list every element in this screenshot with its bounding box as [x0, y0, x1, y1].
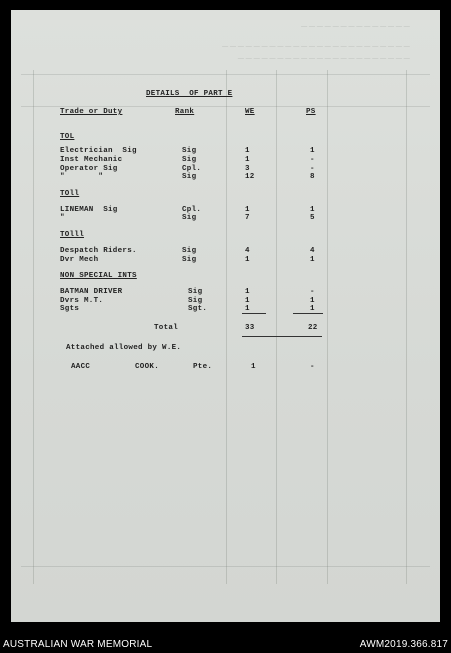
- row-trade: BATMAN DRIVER: [60, 288, 123, 296]
- footer-credit: AUSTRALIAN WAR MEMORIAL: [3, 639, 153, 650]
- row-rank: Sgt.: [188, 305, 208, 313]
- row-trade: ": [60, 214, 65, 222]
- total-ws: 33: [245, 324, 255, 332]
- row-ws: 3: [245, 165, 250, 173]
- row-trade: " ": [60, 173, 104, 181]
- show-through-line: [327, 70, 328, 584]
- show-through-text: — — — — — — — — — — — — — —: [301, 24, 410, 30]
- header-rank: Rank: [175, 108, 195, 116]
- row-ps: -: [310, 288, 315, 296]
- row-ws: 4: [245, 247, 250, 255]
- row-trade: Inst Mechanic: [60, 156, 123, 164]
- row-ps: 1: [310, 297, 315, 305]
- section-heading: TOlll: [60, 231, 85, 239]
- row-ws: 12: [245, 173, 255, 181]
- row-trade: Operator Sig: [60, 165, 118, 173]
- row-trade: Electrician Sig: [60, 147, 137, 155]
- row-ws: 1: [245, 305, 250, 313]
- attached-heading: Attached allowed by W.E.: [66, 344, 182, 352]
- row-rank: Sig: [182, 214, 197, 222]
- total-rule: [242, 336, 322, 337]
- header-ws: WE: [245, 108, 255, 116]
- document-title: DETAILS OF PART E: [146, 90, 233, 98]
- row-rank: Sig: [188, 288, 203, 296]
- row-rank: Cpl.: [182, 206, 202, 214]
- document-sheet: [11, 10, 440, 622]
- row-trade: Sgts: [60, 305, 80, 313]
- row-trade: Despatch Riders.: [60, 247, 137, 255]
- header-ps: PS: [306, 108, 316, 116]
- row-rank: Sig: [182, 256, 197, 264]
- row-rank: Sig: [182, 147, 197, 155]
- attached-ps: -: [310, 363, 315, 371]
- row-rank: Sig: [182, 247, 197, 255]
- show-through-line: [33, 70, 34, 584]
- attached-unit: AACC: [71, 363, 91, 371]
- row-ws: 1: [245, 147, 250, 155]
- row-rank: Sig: [182, 173, 197, 181]
- row-ws: 7: [245, 214, 250, 222]
- footer-accession-number: AWM2019.366.817: [359, 639, 448, 650]
- row-trade: Dvr Mech: [60, 256, 99, 264]
- row-ps: 1: [310, 256, 315, 264]
- subtotal-rule: [293, 313, 323, 314]
- row-trade: Dvrs M.T.: [60, 297, 104, 305]
- row-ws: 1: [245, 256, 250, 264]
- row-ps: -: [310, 165, 315, 173]
- row-trade: LINEMAN Sig: [60, 206, 118, 214]
- total-ps: 22: [308, 324, 318, 332]
- row-ps: -: [310, 156, 315, 164]
- attached-trade: COOK.: [135, 363, 160, 371]
- show-through-line: [226, 70, 227, 584]
- attached-ws: 1: [251, 363, 256, 371]
- show-through-text: — — — — — — — — — — — — — — — — — — — — — —: [237, 56, 410, 62]
- row-ps: 4: [310, 247, 315, 255]
- row-ps: 1: [310, 147, 315, 155]
- header-trade: Trade or Duty: [60, 108, 123, 116]
- section-heading: TOll: [60, 190, 80, 198]
- row-rank: Sig: [182, 156, 197, 164]
- row-ws: 1: [245, 288, 250, 296]
- row-ws: 1: [245, 297, 250, 305]
- subtotal-rule: [242, 313, 266, 314]
- row-ps: 1: [310, 206, 315, 214]
- attached-rank: Pte.: [193, 363, 213, 371]
- show-through-line: [406, 70, 407, 584]
- show-through-text: — — — — — — — — — — — — — — — — — — — — — — — —: [222, 44, 410, 50]
- row-ws: 1: [245, 206, 250, 214]
- row-ps: 8: [310, 173, 315, 181]
- section-heading: NON SPECIAL INTS: [60, 272, 137, 280]
- row-ws: 1: [245, 156, 250, 164]
- row-rank: Sig: [188, 297, 203, 305]
- total-label: Total: [154, 324, 179, 332]
- row-ps: 5: [310, 214, 315, 222]
- row-rank: Cpl.: [182, 165, 202, 173]
- show-through-line: [276, 70, 277, 584]
- row-ps: 1: [310, 305, 315, 313]
- section-heading: TOL: [60, 133, 75, 141]
